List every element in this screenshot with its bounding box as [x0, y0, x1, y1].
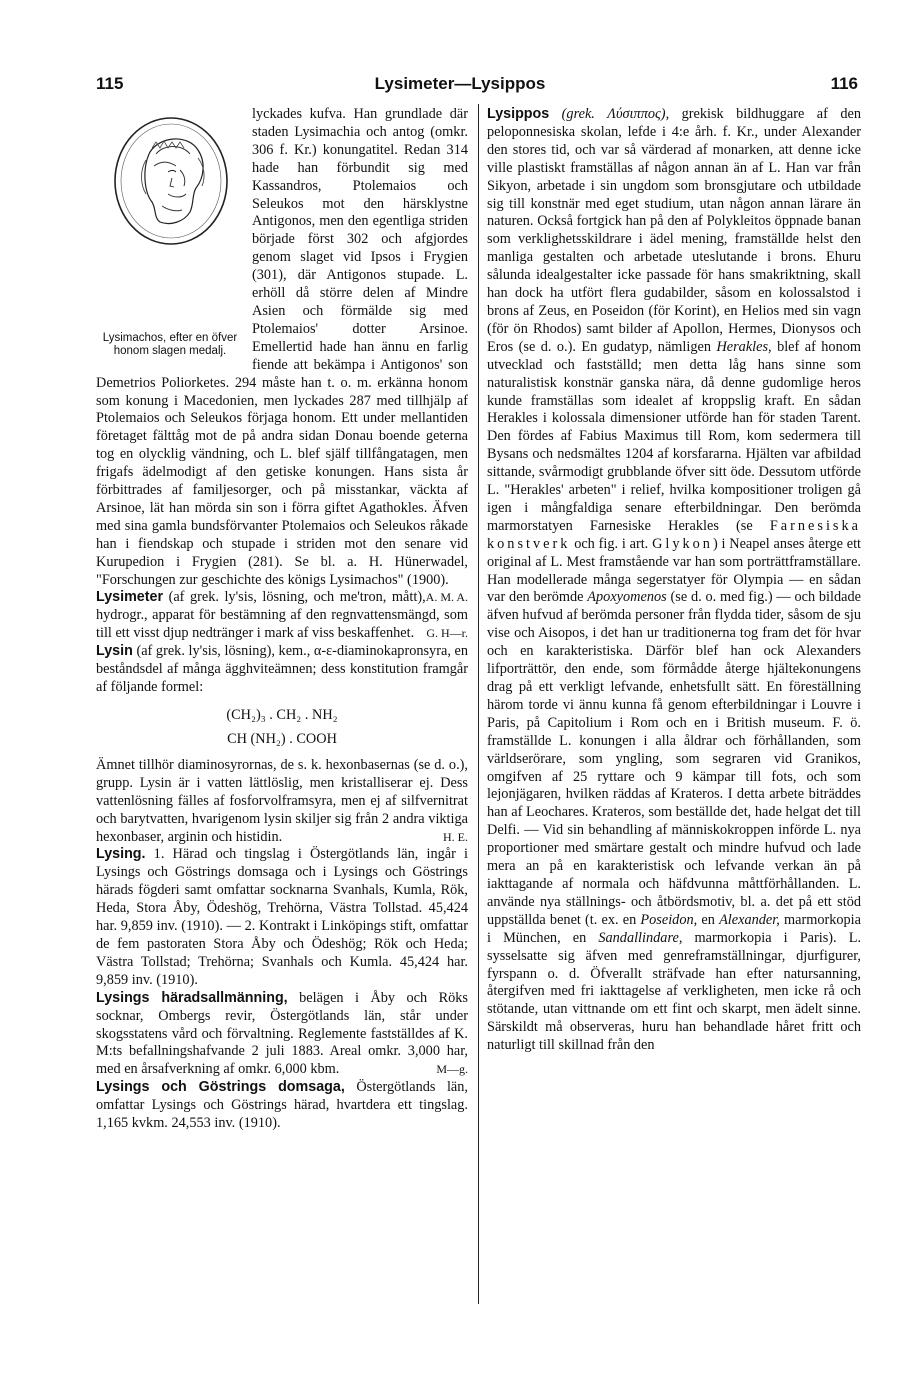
formula-line-2: CH (NH₂) . COOH	[227, 730, 337, 747]
headword: Lysing.	[96, 846, 146, 863]
entry-text: belägen i Åby och Röks socknar, Ombergs revir, Östergötlands län, står under skogsstatens vård och förvaltning. Reglemente fastställdes af K. M:ts befallningshafvande 2 juli 1883. Areal omkr. 3,000 har, med en årsafverkning af omkr. 6,000 kbm.	[96, 989, 468, 1078]
figure-caption: Lysimachos, efter en öfver honom slagen medalj.	[102, 332, 238, 357]
entry-text: ) i Neapel anses återge ett original af L. Mest framstående var han som porträttframställare. Han modellerade många segerstatyer för Olympia — en sådan var den berömde	[487, 535, 862, 606]
entry-lysing	[96, 846, 468, 989]
italic-term: Herakles,	[716, 338, 772, 355]
figure-medal	[96, 106, 244, 374]
entry-text: 1. Härad och tingslag i Östergötlands län, ingår i Lysings och Göstrings domsaga och i Lysings och Göstrings härads fögderi samt omfattar socknarna Svanhals, Kumla, Rök, Heda, Stora Åby, Ödeshög, Trehörna, Västra Tollstad. 45,424 har. 9,859 inv. (1910). — 2. Kontrakt i Linköpings stift, omfattar de fem pastoraten Stora Åby och Ödeshög; Rök och Heda; Västra Tollstad; Trehörna; Svanhals och Kumla. 45,424 har. 9,859 inv. (1910).	[96, 846, 468, 988]
italic-term: Sandallindare,	[598, 929, 683, 946]
cross-reference: Glykon	[652, 535, 713, 552]
entry-text: marmorkopia i München, en	[487, 911, 862, 946]
medal-portrait-image	[110, 114, 232, 248]
entry-text: en	[701, 911, 715, 928]
entry-text: grekisk bildhuggare af den peloponnesiska skolan, lefde i 4:e årh. f. Kr., under Alexander den stores tid, och var så värderad af monarken, att denne icke ville plastiskt framställas af någon annan än af L. Han var från Sikyon, arbetade i sin ungdom som bronsgjutare och utbildade sig till konstnär med eget studium, utan någon annan lärare än naturen. Också fortgick han på den af Polykleitos öppnade banan som verklighetsskildrare i ädel mening, framställde helst den manliga gestalten och arbetade uteslutande i brons. Ehuru sålunda idealgestalter icke passade för hans smakriktning, skall han dock ha utfört flera gudabilder, såsom en kolossalstod i brons af Zeus, en Poseidon (för Korint), en Helios med sin vagn (för ön Rhodos) samt bilder af Apollon, Hermes, Dionysos och Eros (se d. o.). En gudatyp, nämligen	[487, 106, 861, 355]
page-number-right: 116	[830, 74, 858, 93]
italic-term: Alexander,	[719, 911, 780, 928]
entry-text: Östergötlands län, omfattar Lysings och Göstrings härad, hvartdera ett tingslag. 1,165 kvkm. 24,553 inv. (1910).	[96, 1079, 468, 1132]
entry-text: Ämnet tillhör diaminosyrornas, de s. k. hexonbasernas (se d. o.), grupp. Lysin är i vatten lättlöslig, men kristalliserar ej. Dess vattenlösning fälles af fosforvolframsyra, men ej af silfvernitrat och barytvatten, hvarigenom lysin skiljer sig från 2 andra viktiga hexonbaser, arginin och histidin.	[96, 756, 468, 845]
headword: Lysimeter	[96, 589, 164, 606]
greek-term: (grek. Λύσιππος),	[561, 106, 670, 122]
italic-term: Apoxyomenos	[587, 589, 667, 606]
entry-text: lyckades kufva. Han grundlade där staden Lysimachia och antog (omkr. 306 f. Kr.) konungatitel. Redan 314 hade han förbundit sig med Kassandros, Ptolemaios och Seleukos mot den härsklystne Antigonos, men den egentliga striden började först 302 och afgjordes genom slaget vid Ipsos i Frygien (301), där Antigonos stupade. L. erhöll då större delen af Mindre Asien och förmälde sig med Ptolemaios' dotter Arsinoe. Emellertid hade han ännu en farlig fiende att bekämpa i Antigonos' son Demetrios Poliorketes. 294 måste han t. o. m. erkänna honom som konung i Macedonien, men lyckades 287 med tillhjälp af Ptolemaios och Seleukos förjaga honom. Ett under mellantiden företaget fälttåg mot de på andra sidan Donau boende geterna tog en olycklig vändning, och L. blef själf tillfångatagen, men frigafs ädelmodigt af den getiske konungen. Hans sista år förbittrades af familjesorger, och på misstankar, väckta af Arsinoe, lät han mörda sin son i förra giftet Agathokles. Äfven med sina gamla bundsförvanter Ptolemaios och Seleukos råkade han i fiendskap och stupade i striden mot den senare vid Kurupedion i Frygien (281). Se bl. a. H. Hünerwadel, "Forschungen zur geschichte des königs Lysimachos" (1900).	[96, 106, 468, 588]
signature: H. E.	[443, 829, 468, 844]
running-head: Lysimeter—Lysippos	[374, 74, 546, 93]
headword: Lysings häradsallmänning,	[96, 989, 288, 1006]
entry-text: (af grek. ly'sis, lösning, och me'tron, mått), hydrogr., apparat för bestämning af den regnvattensmängd, som till ett visst djup nedtränger i mark af viss beskaffenhet.	[96, 589, 468, 642]
formula-line-1: (CH₂)₃ . CH₂ . NH₂	[226, 706, 338, 723]
right-column	[487, 106, 861, 1055]
entry-text: (se d. o. med fig.) — och bildade äfven hufvud af berömda personer från flydda tider, såsom de sju vise och Aisopos, i det han ur traditionerna tog fram det för hvar och en karakteristiska. Därför blef han ock Alexanders lifporträttör, den ende, som förmådde återge hjältekonungens drag på ett verkligt lefvande, enhetsfullt sätt. En föreställning härom torde vi ännu kunna få genom efterbildningar i Louvre i Paris, på Capitolium i Rom och en i British museum. F. ö. framställde L. konungen i alla åldrar och förhållanden, som världserörare, som yngling, som segraren vid Granikos, omgifven af 25 ryttare och 9 kämpar till fots, och som lejonjägaren, hvilken räddas af Krateros. I detta arbete biträddes han af Leochares. Krateros, som beställde det, hade helgat det till Delfi. — Vid sin behandling af människokroppen införde L. nya proportioner med smärtare gestalt och mindre hufvud och lade mera an på en karakteristisk och lefvande verkan än på iakttagande af normala och häfdvunna måttförhållanden. L. använde nya ställnings- och åtbördsmotiv, bl. a. det på ett stöd uppställda benet (t. ex. en	[487, 589, 861, 928]
entry-lysings-haradsallmanning	[96, 990, 468, 1080]
headword: Lysin	[96, 643, 133, 660]
entry-lysippos	[487, 106, 861, 1055]
headword: Lysings och Göstrings domsaga,	[96, 1079, 345, 1096]
entry-lysimeter	[96, 589, 468, 643]
signature: G. H—r.	[426, 626, 468, 641]
entry-text: marmorkopia i Paris). L. sysselsatte sig äfven med genreframställningar, djurfigurer, fyrspann o. d. Öfverallt sträfvade han efter natursanning, återgifven med fri iakttagelse af verkligheten, men icke rå och stötande, utan vittnande om ett fint och skarpt, men ädelt sinne. Särskildt må observeras, huru han behandlade håret fritt och naturligt till skillnad från den	[487, 929, 862, 1054]
page-number-left: 115	[96, 74, 124, 93]
cross-reference: Farnesiska konstverk	[487, 517, 861, 552]
entry-text: och fig. i art.	[574, 535, 649, 552]
entry-lysin	[96, 643, 468, 697]
column-divider	[478, 104, 479, 1304]
signature: A. M. A.	[425, 590, 468, 605]
headword: Lysippos	[487, 106, 550, 122]
left-column	[96, 106, 468, 1133]
italic-term: Poseidon,	[640, 911, 698, 928]
entry-lysings-domsaga	[96, 1079, 468, 1133]
signature: M—g.	[436, 1062, 468, 1077]
entry-text: blef af honom utvecklad och fastställd; men detta låg hans sinne som naturalistisk konstnär ganska nära, då denne gudomlige heros kunde framställas som idealet af kroppslig kraft. En sådan Herakles i kolossala dimensioner utförde han för staden Tarent. Den fördes af Fabius Maximus till Rom, kom sedermera till Bysans och nedsmältes 1204 af korsfararna. Hjälten var afbildad sittande, svårmodigt grubblande öfver sitt öde. Dessutom utförde L. "Herakles' arbeten" i relief, hvilka kompositioner troligen gå igen i mångfaldiga senare efterbildningar. Den berömda marmorstatyen Farnesiske Herakles (se	[487, 338, 861, 534]
chemical-formula	[96, 703, 468, 751]
entry-text: (af grek. ly'sis, lösning), kem., α-ε-diaminokapronsyra, en beståndsdel af många ägghviteämnen; dess konstitution framgår af följande formel:	[96, 643, 468, 695]
entry-lysin-cont	[96, 757, 468, 847]
